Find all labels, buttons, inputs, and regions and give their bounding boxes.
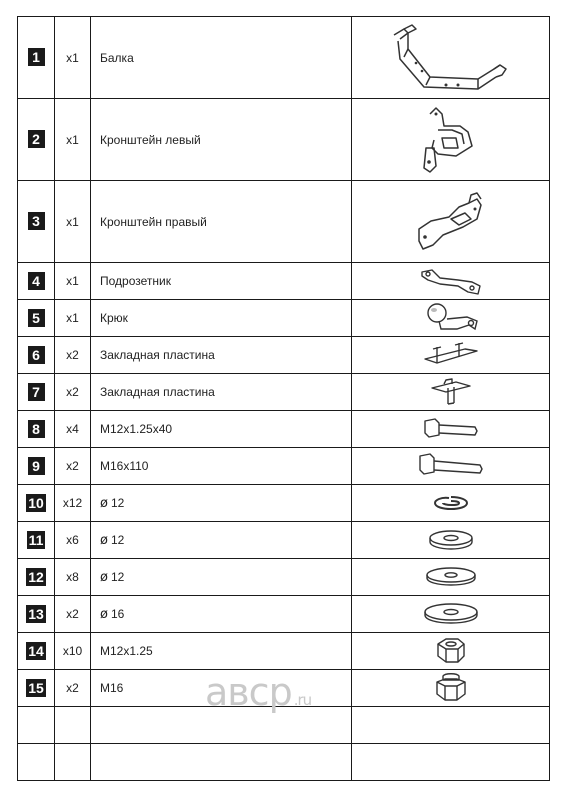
part-image-cell: [352, 707, 550, 744]
quantity-cell: [55, 744, 91, 781]
tow-ball-hook-icon: [421, 301, 481, 335]
part-image-cell: [352, 181, 550, 263]
washer-icon: [426, 529, 476, 551]
table-row: [18, 744, 550, 781]
tow-beam-icon: [386, 19, 516, 97]
diameter-symbol: ø: [100, 606, 108, 622]
table-row: [18, 17, 550, 99]
diameter-value: 12: [110, 495, 125, 510]
part-name-cell: [91, 485, 352, 522]
embedded-plate-icon: [419, 341, 483, 369]
quantity-cell: x1: [55, 181, 91, 263]
hex-nut-icon: [434, 636, 468, 666]
item-number: 8: [28, 420, 45, 438]
part-image-cell: [352, 374, 550, 411]
diameter-symbol: ø: [100, 495, 108, 511]
quantity-cell: x10: [55, 633, 91, 670]
wide-washer-icon: [423, 566, 479, 588]
quantity-cell: x2: [55, 448, 91, 485]
part-name-cell: [91, 522, 352, 559]
left-bracket-icon: [416, 104, 486, 176]
part-image-cell: [352, 522, 550, 559]
part-name-cell: Балка: [91, 17, 352, 99]
table-row: [18, 522, 550, 559]
socket-plate-icon: [418, 266, 484, 296]
item-number-cell: [18, 181, 55, 263]
part-image-cell: [352, 670, 550, 707]
quantity-cell: x6: [55, 522, 91, 559]
part-image-cell: [352, 448, 550, 485]
item-number: 15: [28, 679, 44, 696]
quantity-cell: x8: [55, 559, 91, 596]
item-number: 2: [28, 130, 45, 148]
part-name-cell: M16: [91, 670, 352, 707]
part-name-cell: Кронштейн правый: [91, 181, 352, 263]
item-number-cell: [18, 300, 55, 337]
item-number-cell: [18, 99, 55, 181]
part-name-cell: Крюк: [91, 300, 352, 337]
spring-washer-icon: [431, 493, 471, 513]
item-number: 14: [28, 642, 44, 659]
bolt-long-icon: [416, 452, 486, 480]
item-number-cell: [18, 559, 55, 596]
item-number: 10: [28, 494, 44, 511]
item-number: 9: [28, 457, 45, 475]
diameter-value: 16: [110, 606, 125, 621]
part-name-cell: Подрозетник: [91, 263, 352, 300]
embedded-plate-bolt-icon: [426, 376, 476, 408]
item-number: 6: [28, 346, 45, 364]
item-number-cell: [18, 707, 55, 744]
diameter-value: 12: [110, 569, 125, 584]
part-name-cell: M12x1.25: [91, 633, 352, 670]
item-number-cell: [18, 448, 55, 485]
watermark-logo: авср .ru: [205, 670, 312, 714]
quantity-cell: x1: [55, 300, 91, 337]
quantity-cell: x2: [55, 670, 91, 707]
item-number-cell: [18, 337, 55, 374]
part-image-cell: [352, 300, 550, 337]
diameter-value: 12: [110, 532, 125, 547]
item-number-cell: [18, 263, 55, 300]
quantity-cell: x1: [55, 17, 91, 99]
item-number-cell: [18, 522, 55, 559]
item-number-cell: [18, 17, 55, 99]
item-number-cell: [18, 411, 55, 448]
lock-nut-icon: [433, 672, 469, 704]
item-number: 7: [28, 383, 45, 401]
part-image-cell: [352, 99, 550, 181]
part-name-cell: Закладная пластина: [91, 337, 352, 374]
part-image-cell: [352, 744, 550, 781]
part-name-cell: [91, 559, 352, 596]
right-bracket-icon: [411, 189, 491, 255]
table-row: [18, 337, 550, 374]
part-image-cell: [352, 17, 550, 99]
part-image-cell: [352, 337, 550, 374]
part-name-cell: [91, 744, 352, 781]
table-row: [18, 485, 550, 522]
item-number: 3: [28, 212, 45, 230]
part-image-cell: [352, 633, 550, 670]
part-image-cell: [352, 263, 550, 300]
quantity-cell: x1: [55, 263, 91, 300]
part-name-cell: Закладная пластина: [91, 374, 352, 411]
item-number: 5: [28, 309, 45, 327]
item-number: 1: [28, 48, 45, 66]
table-row: [18, 181, 550, 263]
quantity-cell: x2: [55, 596, 91, 633]
quantity-cell: x4: [55, 411, 91, 448]
quantity-cell: x2: [55, 337, 91, 374]
quantity-cell: x1: [55, 99, 91, 181]
part-image-cell: [352, 559, 550, 596]
part-name-cell: M16x110: [91, 448, 352, 485]
table-row: [18, 263, 550, 300]
item-number-cell: [18, 670, 55, 707]
table-row: [18, 448, 550, 485]
item-number-cell: [18, 633, 55, 670]
large-washer-icon: [421, 602, 481, 626]
part-image-cell: [352, 485, 550, 522]
item-number-cell: [18, 744, 55, 781]
part-image-cell: [352, 411, 550, 448]
part-name-cell: M12x1.25x40: [91, 411, 352, 448]
item-number-cell: [18, 596, 55, 633]
item-number: 13: [28, 605, 44, 622]
table-row: [18, 99, 550, 181]
quantity-cell: x12: [55, 485, 91, 522]
parts-list-table: [17, 16, 550, 781]
quantity-cell: [55, 707, 91, 744]
quantity-cell: x2: [55, 374, 91, 411]
table-row: [18, 411, 550, 448]
item-number-cell: [18, 374, 55, 411]
table-row: [18, 374, 550, 411]
table-row: [18, 559, 550, 596]
table-row: [18, 300, 550, 337]
item-number: 4: [28, 272, 45, 290]
item-number: 11: [28, 531, 44, 548]
item-number: 12: [28, 568, 44, 585]
table-row: [18, 633, 550, 670]
diameter-symbol: ø: [100, 569, 108, 585]
diameter-symbol: ø: [100, 532, 108, 548]
part-image-cell: [352, 596, 550, 633]
part-name-cell: Кронштейн левый: [91, 99, 352, 181]
part-name-cell: [91, 596, 352, 633]
table-row: [18, 596, 550, 633]
item-number-cell: [18, 485, 55, 522]
bolt-short-icon: [421, 415, 481, 443]
